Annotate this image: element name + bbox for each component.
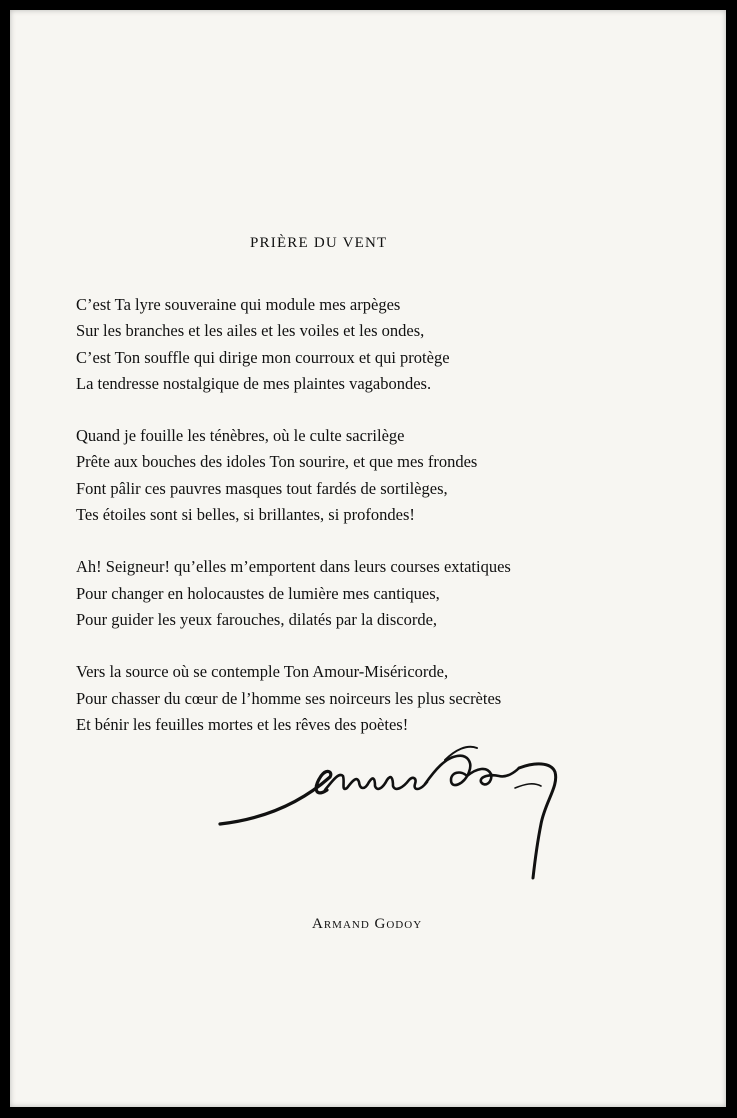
- poem-line: Vers la source où se contemple Ton Amour-Miséricorde,: [76, 662, 449, 682]
- poem-line: Pour guider les yeux farouches, dilatés par la discorde,: [76, 609, 438, 629]
- poem-line: La tendresse nostalgique de mes plaintes vagabondes.: [76, 373, 432, 393]
- author-name: Armand Godoy: [312, 916, 423, 932]
- poem-line: Ah! Seigneur! qu’elles m’emportent dans leurs courses extatiques: [76, 557, 511, 577]
- poem-line: Pour chasser du cœur de l’homme ses noirceurs les plus secrètes: [76, 688, 502, 708]
- poem-line: C’est Ton souffle qui dirige mon courroux et qui protège: [76, 347, 450, 367]
- stanza: [76, 423, 511, 528]
- handwritten-signature: [215, 732, 575, 882]
- stanza: [76, 554, 511, 633]
- poem-line: Et bénir les feuilles mortes et les rêves des poètes!: [76, 714, 409, 734]
- poem-line: Prête aux bouches des idoles Ton sourire, et que mes frondes: [76, 452, 478, 472]
- poem-line: C’est Ta lyre souveraine qui module mes arpèges: [76, 295, 401, 314]
- poem-body: [76, 292, 511, 764]
- poem-title: PRIÈRE DU VENT: [250, 235, 388, 251]
- poem-line: Sur les branches et les ailes et les voiles et les ondes,: [76, 321, 425, 341]
- stanza: [76, 659, 511, 738]
- poem-line: Tes étoiles sont si belles, si brillantes, si profondes!: [76, 505, 415, 525]
- stanza: [76, 292, 511, 397]
- poem-line: Font pâlir ces pauvres masques tout fardés de sortilèges,: [76, 478, 448, 498]
- poem-line: Quand je fouille les ténèbres, où le culte sacrilège: [76, 426, 405, 446]
- book-page: [10, 10, 726, 1107]
- poem-line: Pour changer en holocaustes de lumière mes cantiques,: [76, 583, 440, 603]
